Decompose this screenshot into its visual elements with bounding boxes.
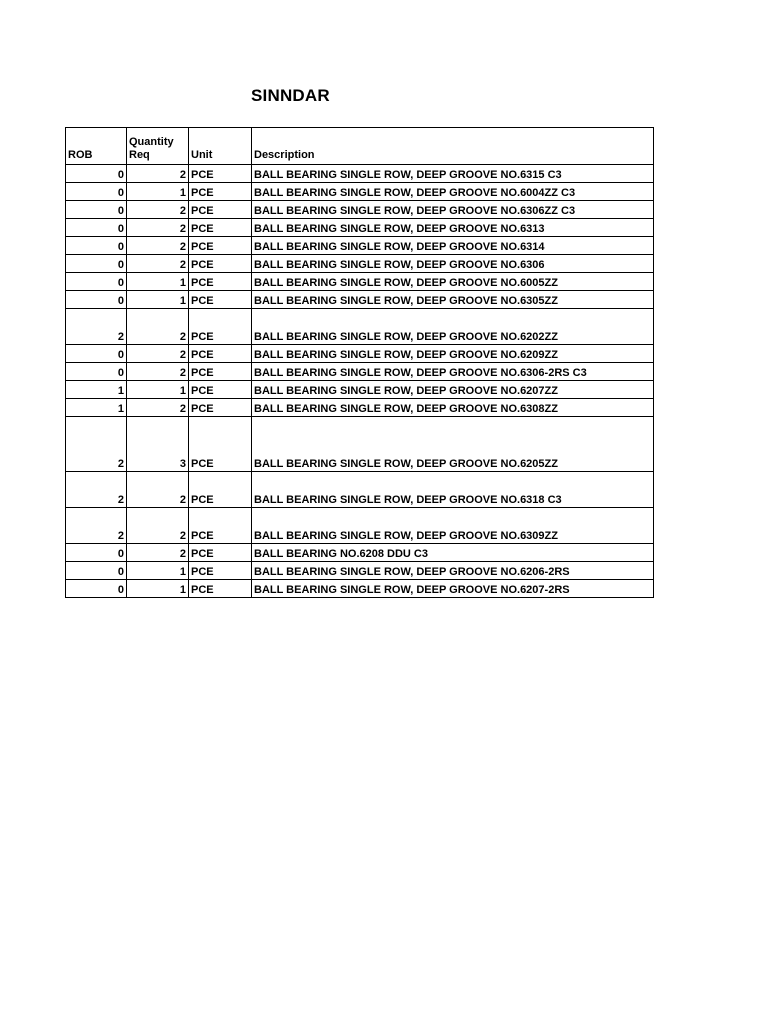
table-row — [66, 562, 654, 580]
cell-qty: 2 — [127, 237, 189, 255]
cell-qty: 2 — [127, 363, 189, 381]
cell-unit: PCE — [189, 345, 252, 363]
cell-unit: PCE — [189, 201, 252, 219]
cell-description: BALL BEARING SINGLE ROW, DEEP GROOVE NO.6306 — [252, 255, 654, 273]
cell-description: BALL BEARING SINGLE ROW, DEEP GROOVE NO.6005ZZ — [252, 273, 654, 291]
cell-qty: 1 — [127, 291, 189, 309]
cell-qty: 2 — [127, 399, 189, 417]
cell-unit: PCE — [189, 508, 252, 544]
cell-unit: PCE — [189, 219, 252, 237]
table-row — [66, 165, 654, 183]
table-row — [66, 417, 654, 472]
cell-unit: PCE — [189, 237, 252, 255]
table-row — [66, 309, 654, 345]
cell-qty: 2 — [127, 472, 189, 508]
cell-unit: PCE — [189, 255, 252, 273]
cell-rob: 2 — [66, 309, 127, 345]
cell-description: BALL BEARING SINGLE ROW, DEEP GROOVE NO.6209ZZ — [252, 345, 654, 363]
cell-unit: PCE — [189, 417, 252, 472]
header-quantity-line2: Req — [129, 149, 150, 161]
table-row — [66, 508, 654, 544]
cell-rob: 0 — [66, 291, 127, 309]
cell-description: BALL BEARING NO.6208 DDU C3 — [252, 544, 654, 562]
cell-unit: PCE — [189, 544, 252, 562]
cell-description: BALL BEARING SINGLE ROW, DEEP GROOVE NO.6318 C3 — [252, 472, 654, 508]
cell-description: BALL BEARING SINGLE ROW, DEEP GROOVE NO.6207ZZ — [252, 381, 654, 399]
table-row — [66, 219, 654, 237]
cell-rob: 0 — [66, 237, 127, 255]
cell-description: BALL BEARING SINGLE ROW, DEEP GROOVE NO.6306ZZ C3 — [252, 201, 654, 219]
cell-rob: 0 — [66, 219, 127, 237]
table-row — [66, 580, 654, 598]
table-row — [66, 544, 654, 562]
cell-rob: 1 — [66, 399, 127, 417]
cell-description: BALL BEARING SINGLE ROW, DEEP GROOVE NO.6004ZZ C3 — [252, 183, 654, 201]
cell-rob: 0 — [66, 580, 127, 598]
header-quantity — [127, 128, 189, 165]
cell-rob: 0 — [66, 201, 127, 219]
cell-qty: 2 — [127, 345, 189, 363]
table-row — [66, 363, 654, 381]
cell-rob: 0 — [66, 562, 127, 580]
cell-description: BALL BEARING SINGLE ROW, DEEP GROOVE NO.6205ZZ — [252, 417, 654, 472]
cell-qty: 3 — [127, 417, 189, 472]
page-title: SINNDAR — [251, 86, 330, 105]
cell-qty: 1 — [127, 273, 189, 291]
cell-unit: PCE — [189, 562, 252, 580]
cell-description: BALL BEARING SINGLE ROW, DEEP GROOVE NO.6313 — [252, 219, 654, 237]
cell-unit: PCE — [189, 381, 252, 399]
cell-unit: PCE — [189, 399, 252, 417]
cell-unit: PCE — [189, 183, 252, 201]
cell-unit: PCE — [189, 291, 252, 309]
table-row — [66, 201, 654, 219]
table-row — [66, 237, 654, 255]
cell-rob: 0 — [66, 165, 127, 183]
header-quantity-line1: Quantity — [129, 136, 174, 148]
cell-unit: PCE — [189, 472, 252, 508]
cell-qty: 2 — [127, 165, 189, 183]
cell-description: BALL BEARING SINGLE ROW, DEEP GROOVE NO.6306-2RS C3 — [252, 363, 654, 381]
cell-qty: 1 — [127, 580, 189, 598]
table-row — [66, 273, 654, 291]
header-row — [66, 128, 654, 165]
cell-unit: PCE — [189, 165, 252, 183]
header-rob: ROB — [66, 128, 127, 165]
cell-description: BALL BEARING SINGLE ROW, DEEP GROOVE NO.6305ZZ — [252, 291, 654, 309]
cell-rob: 0 — [66, 345, 127, 363]
cell-rob: 0 — [66, 544, 127, 562]
table-row — [66, 345, 654, 363]
cell-qty: 1 — [127, 183, 189, 201]
cell-unit: PCE — [189, 309, 252, 345]
cell-rob: 2 — [66, 508, 127, 544]
cell-rob: 1 — [66, 381, 127, 399]
table-row — [66, 291, 654, 309]
header-unit: Unit — [189, 128, 252, 165]
parts-table — [65, 127, 654, 598]
cell-description: BALL BEARING SINGLE ROW, DEEP GROOVE NO.6207-2RS — [252, 580, 654, 598]
cell-description: BALL BEARING SINGLE ROW, DEEP GROOVE NO.6206-2RS — [252, 562, 654, 580]
cell-rob: 2 — [66, 417, 127, 472]
table-row — [66, 255, 654, 273]
table-row — [66, 381, 654, 399]
cell-qty: 2 — [127, 219, 189, 237]
cell-description: BALL BEARING SINGLE ROW, DEEP GROOVE NO.6315 C3 — [252, 165, 654, 183]
cell-description: BALL BEARING SINGLE ROW, DEEP GROOVE NO.6309ZZ — [252, 508, 654, 544]
cell-rob: 0 — [66, 255, 127, 273]
cell-qty: 2 — [127, 544, 189, 562]
table-row — [66, 183, 654, 201]
cell-description: BALL BEARING SINGLE ROW, DEEP GROOVE NO.6308ZZ — [252, 399, 654, 417]
header-description: Description — [252, 128, 654, 165]
cell-description: BALL BEARING SINGLE ROW, DEEP GROOVE NO.6202ZZ — [252, 309, 654, 345]
cell-rob: 2 — [66, 472, 127, 508]
cell-qty: 1 — [127, 562, 189, 580]
table-row — [66, 399, 654, 417]
cell-unit: PCE — [189, 580, 252, 598]
cell-unit: PCE — [189, 363, 252, 381]
cell-qty: 1 — [127, 381, 189, 399]
cell-qty: 2 — [127, 309, 189, 345]
cell-rob: 0 — [66, 183, 127, 201]
cell-rob: 0 — [66, 363, 127, 381]
cell-qty: 2 — [127, 201, 189, 219]
cell-unit: PCE — [189, 273, 252, 291]
cell-rob: 0 — [66, 273, 127, 291]
table-row — [66, 472, 654, 508]
cell-qty: 2 — [127, 255, 189, 273]
cell-qty: 2 — [127, 508, 189, 544]
cell-description: BALL BEARING SINGLE ROW, DEEP GROOVE NO.6314 — [252, 237, 654, 255]
